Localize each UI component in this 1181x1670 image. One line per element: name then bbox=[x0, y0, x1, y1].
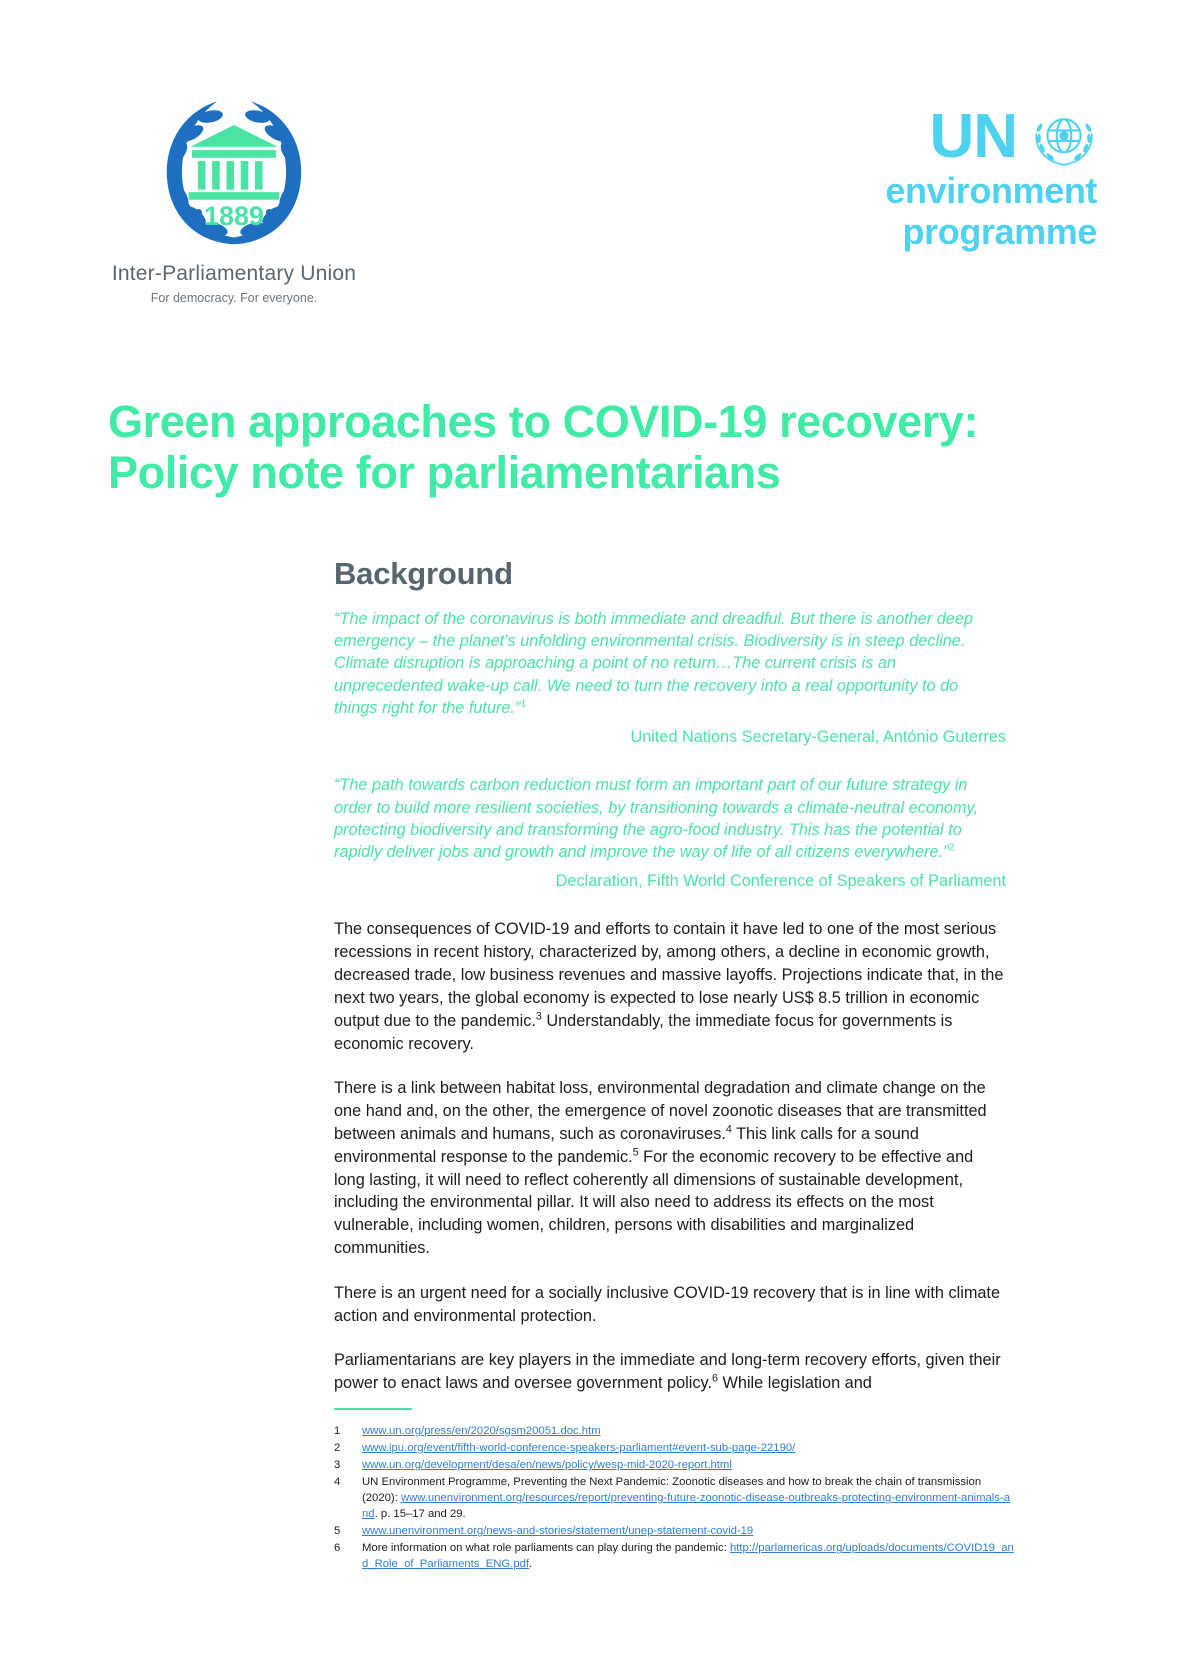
quote-block-list bbox=[334, 608, 1006, 892]
footnote-number: 5 bbox=[334, 1525, 341, 1538]
document-header bbox=[0, 0, 1181, 310]
ipu-laurel-temple-icon bbox=[150, 88, 318, 256]
footnote-item bbox=[334, 1540, 1014, 1572]
footnote-plain-text: . bbox=[529, 1558, 533, 1571]
footnote-link[interactable]: www.un.org/press/en/2020/sgsm20051.doc.htm bbox=[362, 1425, 601, 1437]
footnote-marker: 4 bbox=[725, 1123, 732, 1136]
page-title bbox=[108, 396, 1088, 499]
quote-text bbox=[334, 774, 1006, 863]
ipu-founding-year: 1889 bbox=[204, 200, 264, 231]
quote-attribution: United Nations Secretary-General, António Guterres bbox=[630, 728, 1006, 747]
footnote-marker: 3 bbox=[535, 1010, 542, 1023]
paragraph-text: The consequences of COVID-19 and efforts to contain it have led to one of the most serious recessions in recent history, characterized by, among others, a decline in economic growth, decreased trade, low business revenues and massive layoffs. Projections indicate that, in the next two years, the global economy is expected to lose nearly US$ 8.5 trillion in economic output due to the pandemic. bbox=[334, 920, 1004, 1030]
footnote-link[interactable]: www.un.org/development/desa/en/news/policy/wesp-mid-2020-report.html bbox=[362, 1459, 732, 1472]
paragraph-text: For the economic recovery to be effective and long lasting, it will need to reflect coherently all dimensions of sustainable development, including the environmental pillar. It will also need to address its effects on the most vulnerable, including women, children, persons with disabilities and marginalized communities. bbox=[334, 1147, 974, 1258]
footnote-marker: 6 bbox=[712, 1372, 718, 1385]
footnote-number: 1 bbox=[334, 1425, 341, 1437]
footnote-link[interactable]: www.unenvironment.org/news-and-stories/statement/unep-statement-covid-19 bbox=[362, 1525, 754, 1538]
un-globe-laurel-icon bbox=[1031, 104, 1097, 170]
quote-body: “The impact of the coronavirus is both immediate and dreadful. But there is another deep emergency – the planet’s unfolding environmental crisis. Biodiversity is in steep decline. Climate disruption is approaching a point of no return…The current crisis is an unprecedented wake-up call. We need to turn the recovery into a real opportunity to do things right for the future.” bbox=[334, 610, 973, 717]
unep-line-environment: environment bbox=[885, 170, 1097, 211]
footnote-item bbox=[334, 1423, 1014, 1439]
footnote-number: 2 bbox=[334, 1442, 341, 1455]
footnote-separator-rule bbox=[334, 1408, 412, 1410]
footnote-link[interactable]: http://parlamericas.org/uploads/documents/COVID19_and_Role_of_Parliaments_ENG.pdf bbox=[362, 1542, 1014, 1571]
paragraph-text: There is an urgent need for a socially inclusive COVID-19 recovery that is in line with climate action and environmental protection. bbox=[334, 1283, 1001, 1325]
body-paragraph-list bbox=[334, 918, 1006, 1395]
footnote-text bbox=[362, 1423, 1014, 1439]
quote-footnote-marker: 1 bbox=[520, 698, 527, 710]
footnote-item bbox=[334, 1457, 1014, 1473]
section-heading-background: Background bbox=[334, 556, 513, 591]
quote-body: “The path towards carbon reduction must form an important part of our future strategy in order to build more resilient societies, by transitioning towards a climate-neutral economy, protecting biodiversity and transforming the agro-food industry. This has the potential to rapidly deliver jobs and growth and improve the way of life of all citizens everywhere.” bbox=[334, 776, 979, 862]
footnote-plain-text: UN Environment Programme, Preventing the Next Pandemic: Zoonotic diseases and how to break the chain of transmission (2020): bbox=[362, 1476, 982, 1505]
footnote-text bbox=[362, 1523, 1014, 1539]
footnote-number: 3 bbox=[334, 1459, 341, 1472]
quote-footnote-marker: 2 bbox=[948, 842, 955, 854]
ipu-logo bbox=[84, 88, 384, 305]
paragraph-text: This link calls for a sound environmental response to the pandemic. bbox=[334, 1124, 919, 1166]
footnote-link[interactable]: www.ipu.org/event/fifth-world-conference-speakers-parliament#event-sub-page-22190/ bbox=[362, 1442, 796, 1455]
footnote-item bbox=[334, 1523, 1014, 1539]
footnote-plain-text: More information on what role parliaments can play during the pandemic: bbox=[362, 1542, 730, 1555]
paragraph-text: While legislation and bbox=[717, 1374, 872, 1393]
footnote-number: 4 bbox=[334, 1476, 341, 1489]
paragraph-text: Understandably, the immediate focus for governments is economic recovery. bbox=[334, 1011, 953, 1053]
paragraph-text: Parliamentarians are key players in the immediate and long-term recovery efforts, given their power to enact laws and oversee government policy. bbox=[334, 1351, 1001, 1393]
body-paragraph bbox=[334, 1077, 1006, 1260]
page-title-line-2: Policy note for parliamentarians bbox=[108, 447, 781, 499]
ipu-tagline: For democracy. For everyone. bbox=[150, 291, 318, 305]
page-title-line-1: Green approaches to COVID-19 recovery: bbox=[108, 396, 979, 448]
paragraph-text: There is a link between habitat loss, environmental degradation and climate change on the one hand and, on the other, the emergence of novel zoonotic diseases that are transmitted between animals and humans, such as coronaviruses. bbox=[334, 1079, 987, 1143]
quote-text bbox=[334, 608, 1006, 719]
unep-un-text: UN bbox=[929, 102, 1017, 172]
unep-logo bbox=[697, 104, 1097, 251]
footnote-plain-text: . p. 15–17 and 29. bbox=[374, 1508, 466, 1521]
footnote-text bbox=[362, 1457, 1014, 1473]
footnote-marker: 5 bbox=[632, 1146, 639, 1159]
unep-line-programme: programme bbox=[902, 210, 1097, 252]
footnote-list bbox=[334, 1423, 1014, 1572]
footnote-text bbox=[362, 1540, 1014, 1572]
footnote-item bbox=[334, 1474, 1014, 1522]
footnote-item bbox=[334, 1440, 1014, 1456]
ipu-name: Inter-Parliamentary Union bbox=[111, 262, 357, 285]
quote-attribution: Declaration, Fifth World Conference of Speakers of Parliament bbox=[555, 872, 1006, 891]
body-paragraph bbox=[334, 1282, 1006, 1328]
footnote-text bbox=[362, 1474, 1014, 1522]
footnotes-section bbox=[334, 1408, 1014, 1573]
main-content bbox=[334, 556, 1006, 1417]
body-paragraph bbox=[334, 1349, 1006, 1395]
footnote-number: 6 bbox=[334, 1542, 341, 1555]
body-paragraph bbox=[334, 918, 1006, 1055]
footnote-link[interactable]: www.unenvironment.org/resources/report/preventing-future-zoonotic-disease-outbreaks-protecting-environment-animals-and bbox=[362, 1492, 1011, 1521]
footnote-text bbox=[362, 1440, 1014, 1456]
